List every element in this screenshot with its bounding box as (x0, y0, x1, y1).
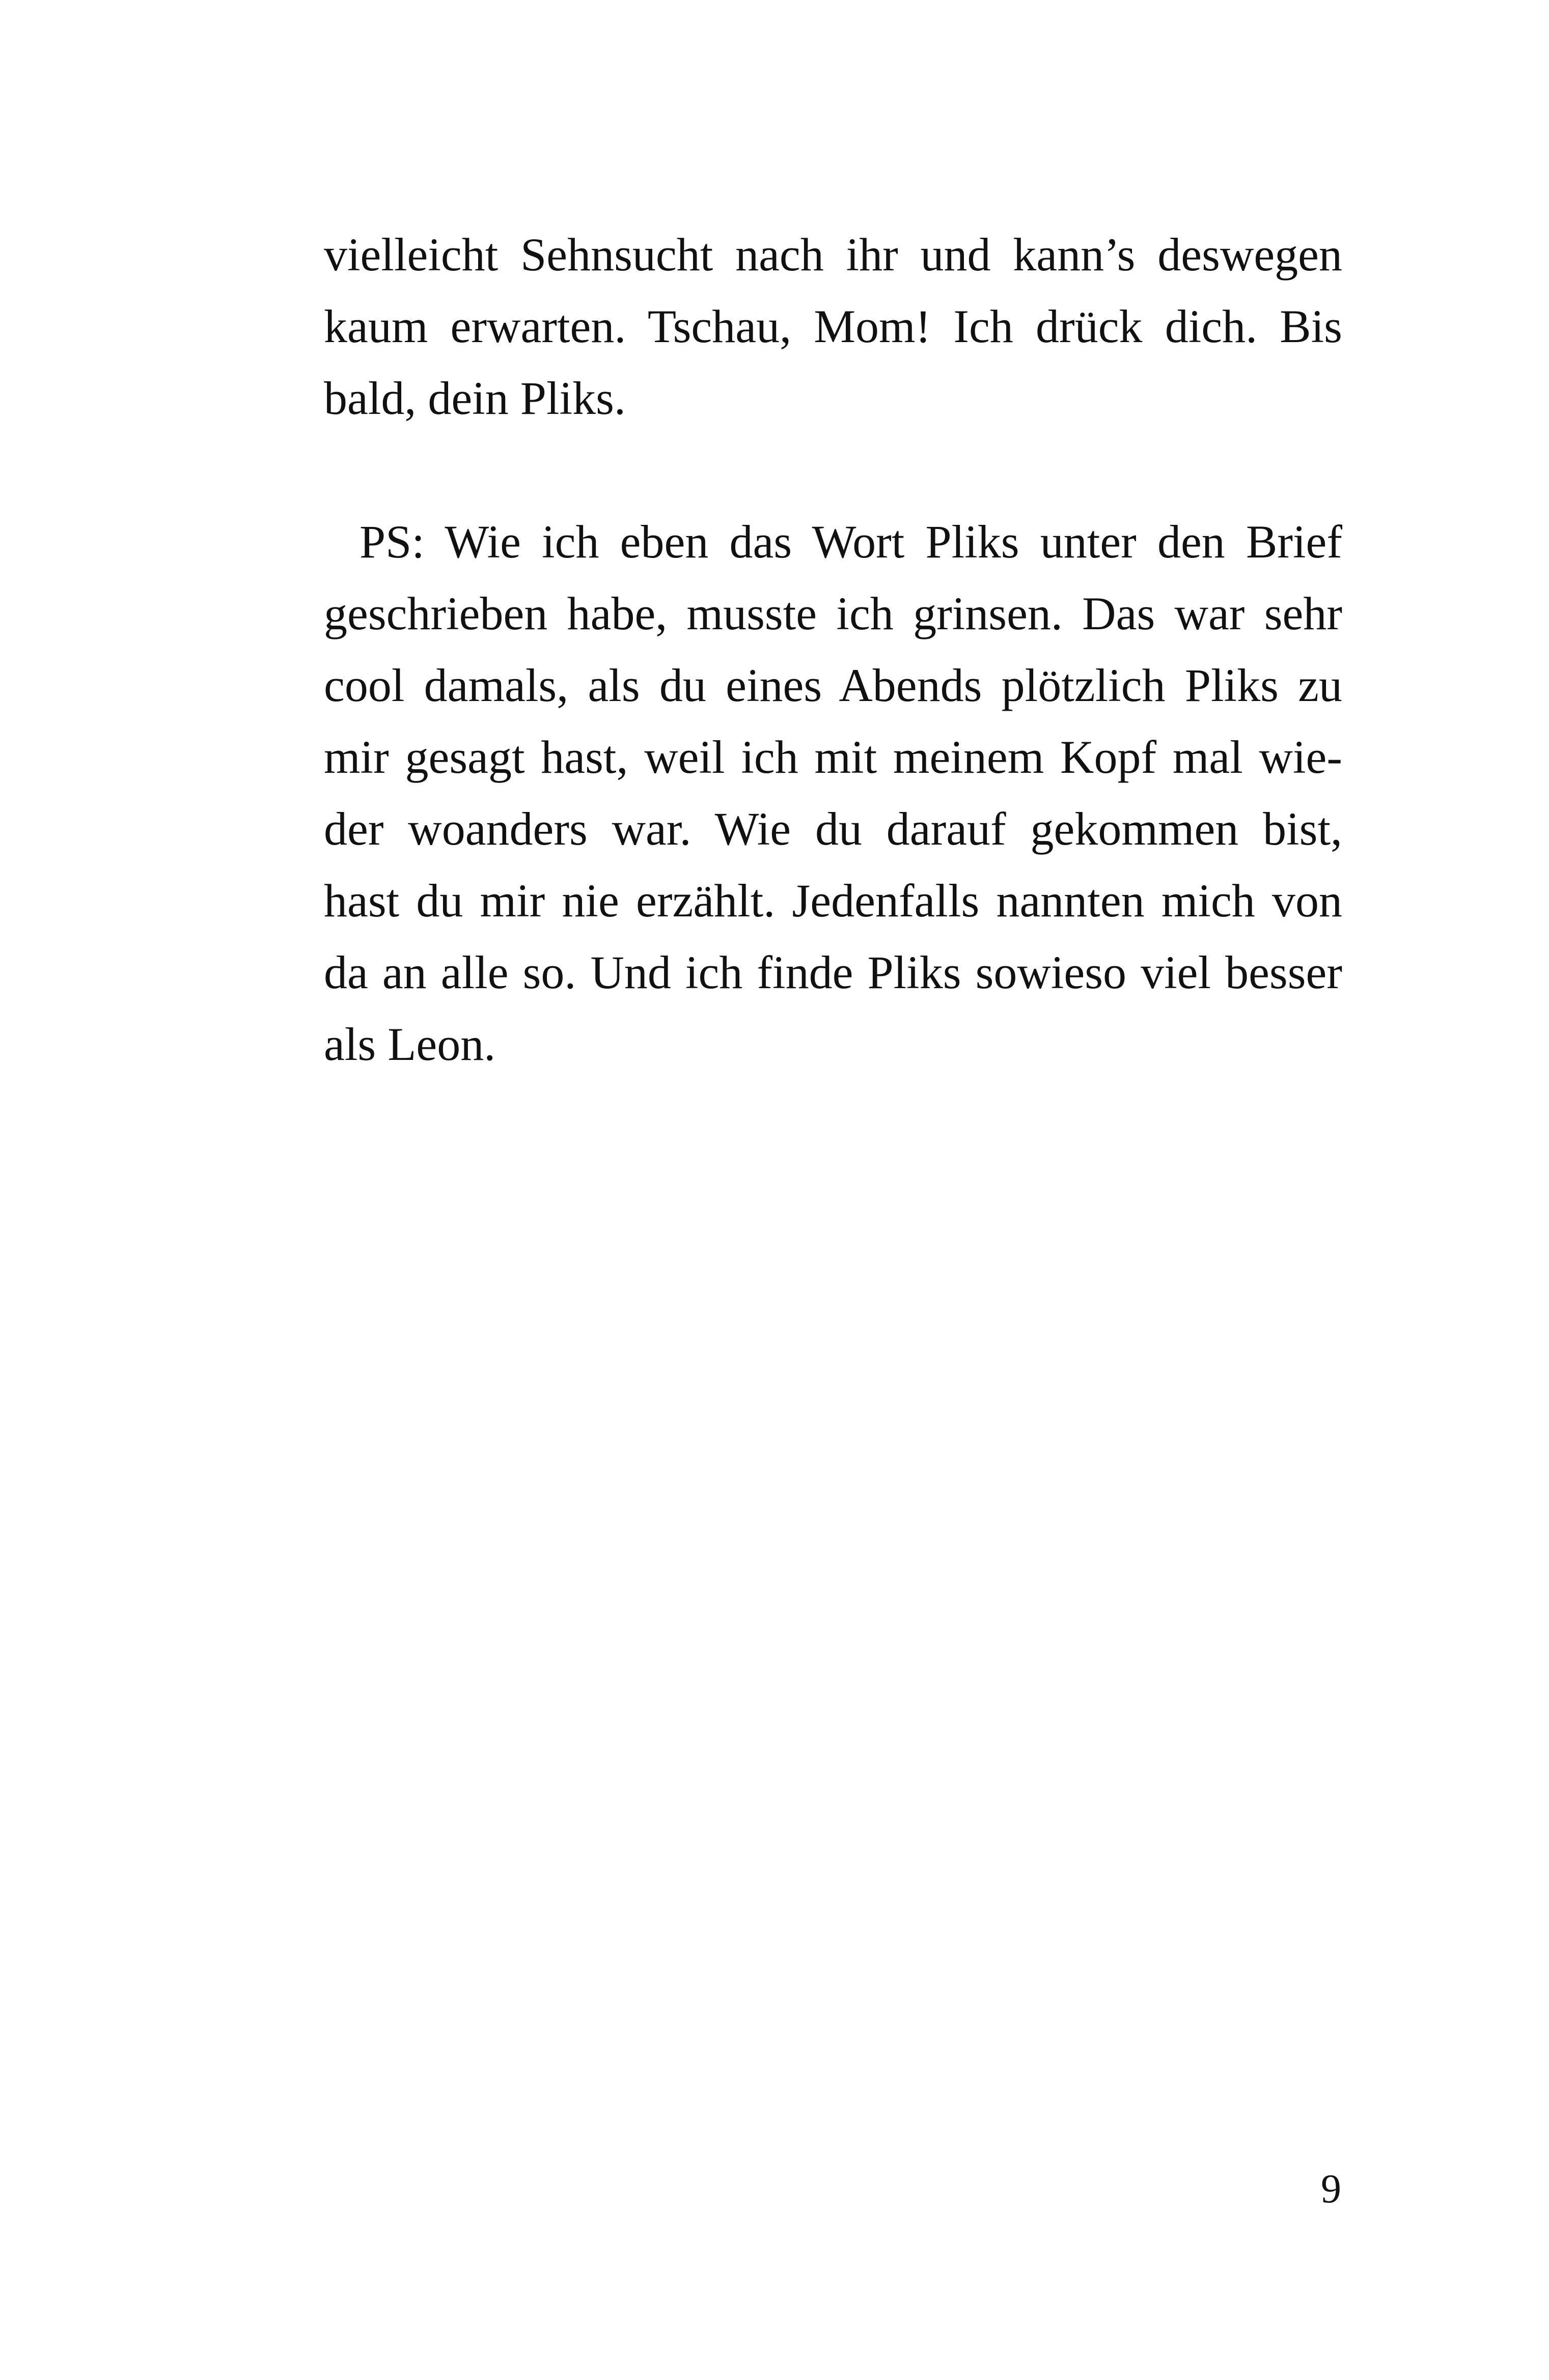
text-line: der woanders war. Wie du darauf gekommen bist, (324, 803, 1342, 855)
text-line: cool damals, als du eines Abends plötzlich Pliks zu (324, 659, 1342, 711)
text-line: mir gesagt hast, weil ich mit meinem Kopf mal wie- (324, 731, 1342, 783)
text-line: kaum erwarten. Tschau, Mom! Ich drück dich. Bis (324, 300, 1342, 352)
text-line: hast du mir nie erzählt. Jedenfalls nannten mich von (324, 875, 1342, 927)
paragraph-gap (324, 434, 1342, 506)
page-number: 9 (1321, 2167, 1341, 2211)
text-line: da an alle so. Und ich finde Pliks sowieso viel besser (324, 946, 1342, 998)
text-line: vielleicht Sehnsucht nach ihr und kann’s deswegen (324, 229, 1342, 281)
text-line: als Leon. (324, 1018, 496, 1070)
text-line: bald, dein Pliks. (324, 372, 626, 424)
body-text (324, 219, 1342, 1080)
text-line: geschrieben habe, musste ich grinsen. Das war sehr (324, 587, 1342, 639)
text-line: PS: Wie ich eben das Wort Pliks unter den Brief (359, 516, 1342, 568)
